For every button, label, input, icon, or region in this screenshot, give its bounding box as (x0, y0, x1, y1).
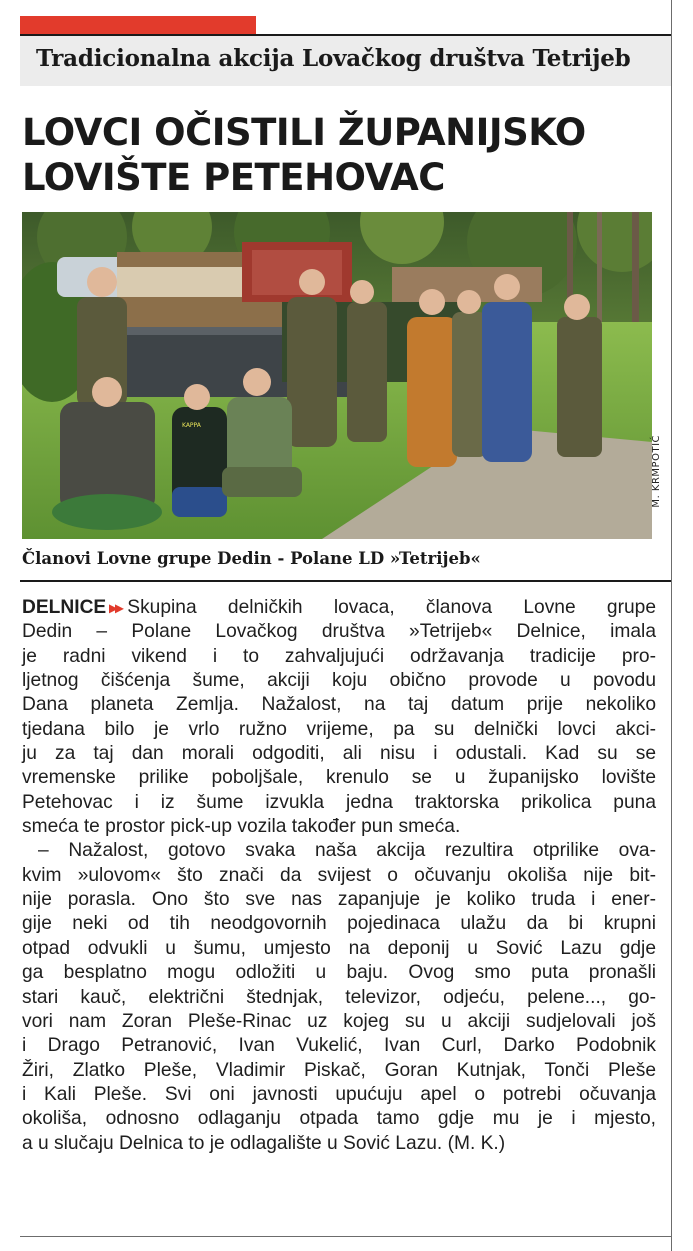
section-accent-bar (20, 16, 256, 34)
headline-line: LOVCI OČISTILI ŽUPANIJSKO (22, 111, 586, 154)
body-line: otpad odvukli u šumu, umjesto na deponij u Sović Lazu gdje (22, 937, 656, 959)
headline (22, 110, 662, 200)
photo-caption: Članovi Lovne grupe Dedin - Polane LD »Tetrijeb« (22, 549, 481, 568)
body-line: ga besplatno mogu odložiti u baju. Ovog smo puta pronašli (22, 962, 656, 984)
body-line: – Nažalost, gotovo svaka naša akcija rezultira otprilike ova- (38, 840, 656, 862)
body-line: stari kauč, električni štednjak, televizor, odjeću, pelene..., go- (22, 986, 656, 1008)
column-rule (671, 0, 672, 1251)
body-line: vremenske prilike poboljšale, krenulo se u županijsko lovište (22, 767, 656, 789)
kicker-box (20, 34, 671, 86)
body-line: vori nam Zoran Pleše-Rinac uz kojeg su u akciji sudjelovali još (22, 1010, 656, 1032)
body-line: Žiri, Zlatko Pleše, Vladimir Piskač, Goran Kutnjak, Tonči Pleše (22, 1059, 656, 1081)
body-line: je radni vikend i to zahvaljujući održavanja tradicije pro- (22, 645, 656, 667)
body-text: Skupina delničkih lovaca, članova Lovne grupe (127, 597, 656, 618)
body-line: Dedin – Polane Lovačkog društva »Tetrijeb« Delnice, imala (22, 621, 656, 643)
shirt-logo: KAPPA (182, 422, 201, 429)
body-line: okoliša, odnosno odlaganju otpada tamo gdje mu je i mjesto, (22, 1108, 656, 1130)
body-line: ljetnog čišćenja šume, akciji koju obično provode u povodu (22, 670, 656, 692)
body-line: a u slučaju Delnica to je odlagalište u Sović Lazu. (M. K.) (22, 1132, 506, 1154)
body-line: tjedana bilo je vrlo ružno vrijeme, pa su delnički lovci akci- (22, 718, 656, 740)
body-line: nije porasla. Ono što sve nas zapanjuje je koliko truda i ener- (22, 889, 656, 911)
body-line: i Kali Pleše. Svi oni javnosti upućuju apel o potrebi očuvanja (22, 1083, 656, 1105)
kicker: Tradicionalna akcija Lovačkog društva Tetrijeb (36, 45, 631, 72)
body-line: gije neki od tih neodgovornih pojedinaca ulažu da bi krupni (22, 913, 656, 935)
body-line: smeća te prostor pick-up vozila također pun smeća. (22, 816, 461, 838)
headline-line: LOVIŠTE PETEHOVAC (22, 156, 445, 199)
body-line: Petehovac i iz šume izvukla jedna traktorska prikolica puna (22, 791, 656, 813)
article-body (22, 596, 656, 1156)
photo-credit: M. KRMPOTIĆ (651, 435, 662, 508)
body-line: Dana planeta Zemlja. Nažalost, na taj datum prije nekoliko (22, 694, 656, 716)
caption-rule (20, 580, 671, 582)
bottom-rule (20, 1236, 671, 1237)
dateline-arrows-icon: ▸▸ (109, 600, 122, 617)
body-line (22, 596, 656, 620)
article-photo (22, 212, 652, 539)
body-line: ju za taj dan morali odgoditi, ali nisu i odustali. Kad su se (22, 743, 656, 765)
dateline: DELNICE (22, 597, 107, 618)
body-line: i Drago Petranović, Ivan Vukelić, Ivan Curl, Darko Podobnik (22, 1035, 656, 1057)
body-line: kvim »ulovom« što znači da svijest o očuvanju okoliša nije bit- (22, 864, 656, 886)
